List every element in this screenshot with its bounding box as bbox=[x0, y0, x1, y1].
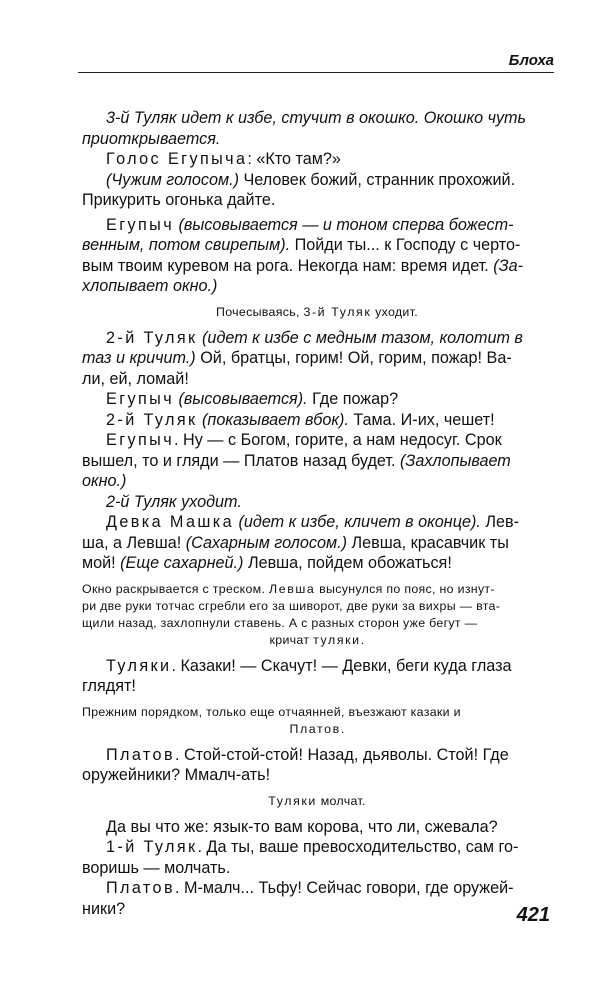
dialogue-line: вым твоим куревом на рога. Некогда нам: время идет. (За- bbox=[82, 256, 524, 275]
stage-remark: кричат туляки. bbox=[269, 632, 365, 647]
dialogue-line: Девка Машка (идет к избе, кличет в оконце). Лев- bbox=[106, 513, 519, 531]
speaker-name: Голос Егупыча bbox=[106, 150, 248, 168]
spacer bbox=[82, 321, 552, 328]
stage-direction-line: 3-й Туляк идет к избе, стучит в окошко. Окошко чуть bbox=[106, 109, 527, 127]
dialogue-line: Егупыч (высовывается). Где пожар? bbox=[106, 390, 399, 408]
page-body bbox=[82, 108, 552, 919]
spacer bbox=[82, 786, 552, 793]
dialogue-line: ники? bbox=[82, 899, 126, 918]
spacer bbox=[82, 297, 552, 304]
stage-remark: Окно раскрывается с треском. Левша высунулся по пояс, но изнут- bbox=[82, 581, 495, 596]
running-head: Блоха bbox=[78, 52, 554, 73]
dialogue-line: оружейники? Ммалч-ать! bbox=[82, 766, 271, 784]
dialogue-line: (Чужим голосом.) Человек божий, странник прохожий. bbox=[106, 170, 516, 189]
dialogue-line: Егупыч. Ну — с Богом, горите, а нам недосуг. Срок bbox=[106, 431, 502, 449]
dialogue-line: 2-й Туляк (показывает вбок). Тама. И-их, чешет! bbox=[106, 410, 495, 429]
dialogue-line: ша, а Левша! (Сахарным голосом.) Левша, красавчик ты bbox=[82, 533, 509, 552]
spacer bbox=[82, 810, 552, 817]
dialogue-line: ли, ей, ломай! bbox=[82, 369, 189, 388]
speaker-name: Девка Машка bbox=[106, 513, 234, 531]
stage-remark: Прежним порядком, только еще отчаянней, въезжают казаки и bbox=[82, 704, 461, 719]
dialogue-line: Туляки. Казаки! — Скачут! — Девки, беги куда глаза bbox=[106, 656, 512, 675]
stage-direction-line: приоткрывается. bbox=[82, 129, 221, 148]
dialogue-line: 1-й Туляк. Да ты, ваше превосходительство, сам го- bbox=[106, 838, 519, 856]
spacer bbox=[82, 649, 552, 656]
dialogue-line: воришь — молчать. bbox=[82, 858, 231, 877]
dialogue-line: 2-й Туляк (идет к избе с медным тазом, колотит в bbox=[106, 328, 523, 347]
dialogue-line: Платов. Стой-стой-стой! Назад, дьяволы. Стой! Где bbox=[106, 745, 509, 764]
dialogue-line: венным, потом свирепым). Пойди ты... к Господу с черто- bbox=[82, 236, 521, 254]
stage-remark: Платов. bbox=[289, 721, 345, 736]
stage-remark: Почесываясь, 3-й Туляк уходит. bbox=[216, 304, 418, 319]
speaker-name: Егупыч bbox=[106, 431, 175, 449]
dialogue-line: вышел, то и гляди — Платов назад будет. (Захлопывает bbox=[82, 451, 511, 470]
speaker-name: Платов bbox=[106, 879, 175, 897]
speaker-name: 2-й Туляк bbox=[106, 328, 198, 347]
stage-remark: Туляки молчат. bbox=[268, 793, 366, 808]
dialogue-line: окно.) bbox=[82, 472, 127, 490]
dialogue-line: Егупыч (высовывается — и тоном сперва божест- bbox=[106, 215, 514, 234]
dialogue-line: Да вы что же: язык-то вам корова, что ли, сжевала? bbox=[106, 817, 498, 836]
stage-direction-line: 2-й Туляк уходит. bbox=[106, 492, 242, 511]
spacer bbox=[82, 697, 552, 704]
speaker-name: Егупыч bbox=[106, 215, 175, 234]
speaker-name: Платов bbox=[106, 745, 175, 764]
stage-remark: ри две руки тотчас сгребли его за шиворот, две руки за вихры — вта- bbox=[82, 598, 501, 613]
dialogue-line: таз и кричит.) Ой, братцы, горим! Ой, горим, пожар! Ва- bbox=[82, 349, 512, 367]
dialogue-line: Голос Егупыча: «Кто там?» bbox=[106, 150, 341, 168]
dialogue-line: хлопывает окно.) bbox=[82, 277, 218, 295]
speaker-name: 1-й Туляк bbox=[106, 838, 198, 856]
dialogue-line: Платов. М-малч... Тьфу! Сейчас говори, где оружей- bbox=[106, 879, 514, 897]
dialogue-line: мой! (Еще сахарней.) Левша, пойдем обожаться! bbox=[82, 554, 452, 572]
stage-remark: щили назад, захлопнули ставень. А с разных сторон уже бегут — bbox=[82, 615, 478, 630]
speaker-name: 2-й Туляк bbox=[106, 410, 198, 429]
speaker-name: Егупыч bbox=[106, 390, 175, 408]
page-number: 421 bbox=[516, 904, 550, 926]
spacer bbox=[82, 574, 552, 581]
speaker-name: Туляки bbox=[106, 656, 172, 675]
spacer bbox=[82, 738, 552, 745]
dialogue-line: Прикурить огонька дайте. bbox=[82, 191, 276, 209]
dialogue-line: глядят! bbox=[82, 677, 136, 695]
